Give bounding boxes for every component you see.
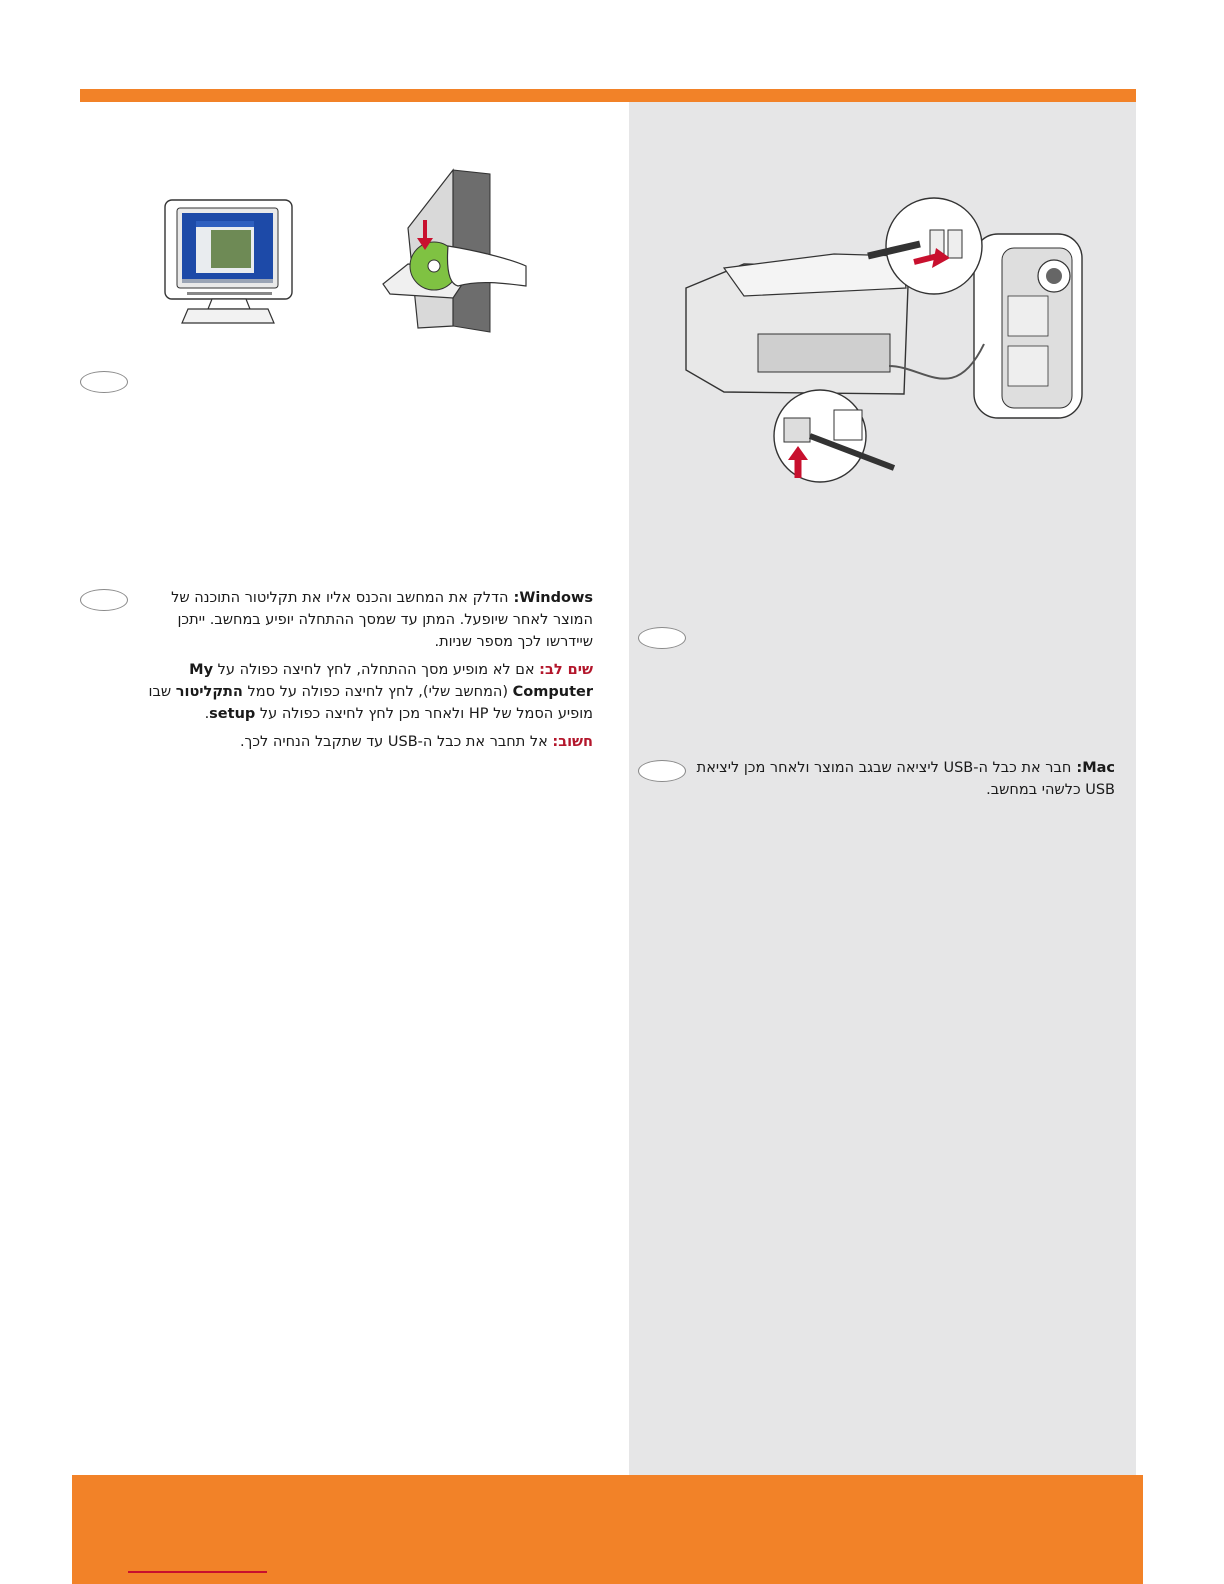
mac-step-text: Mac: חבר את כבל ה-USB ליציאה שבגב המוצר ולאחר מכן ליציאת USB כלשהי במחשב. [696, 760, 1115, 798]
note-part-3: שבו מופיע הסמל של HP ולאחר מכן לחץ לחיצה כפולה על [148, 684, 593, 722]
step-marker-cd-left [80, 371, 128, 393]
my-computer-term: My Computer [189, 662, 593, 700]
bottom-red-rule [128, 1571, 267, 1573]
top-accent-bar [80, 89, 1136, 102]
important-text [140, 731, 593, 753]
windows-step-text: Windows: הדלק את המחשב והכנס אליו את תקליטור התוכנה של המוצר לאחר שיופעל. המתן עד שמסך ההתחלה יופיע במחשב. ייתכן שיידרשו לכך מספר שניות. [171, 590, 593, 650]
step-marker-usb-right [638, 627, 686, 649]
setup-term: setup [209, 706, 256, 722]
step-marker-mac [638, 760, 686, 782]
bottom-accent-band [72, 1475, 1143, 1584]
important-label: חשוב: [552, 734, 593, 750]
windows-step-body: הדלק את המחשב והכנס אליו את תקליטור התוכנה של המוצר לאחר שיופעל. המתן עד שמסך ההתחלה יופיע במחשב. ייתכן שיידרשו לכך מספר שניות. [171, 590, 593, 650]
windows-instructions [140, 587, 593, 753]
note-part-1: אם לא מופיע מסך ההתחלה, לחץ לחיצה כפולה על [217, 662, 535, 678]
note-end: . [204, 706, 210, 722]
note-text [140, 659, 593, 725]
windows-label: Windows [519, 590, 593, 606]
cd-insert-illustration [378, 168, 528, 334]
mac-instructions [692, 757, 1115, 801]
mac-label: Mac [1082, 760, 1115, 776]
monitor-illustration [162, 197, 294, 327]
important-body: אל תחבר את כבל ה-USB עד שתקבל הנחיה לכך. [239, 734, 548, 750]
cd-term: התקליטור [175, 684, 243, 700]
step-marker-windows [80, 589, 128, 611]
note-part-2: (המחשב שלי), לחץ לחיצה כפולה על סמל [247, 684, 509, 700]
usb-connection-illustration [684, 196, 1086, 484]
note-label: שים לב: [539, 662, 593, 678]
mac-step-body: חבר את כבל ה-USB ליציאה שבגב המוצר ולאחר מכן ליציאת USB כלשהי במחשב. [696, 760, 1115, 798]
